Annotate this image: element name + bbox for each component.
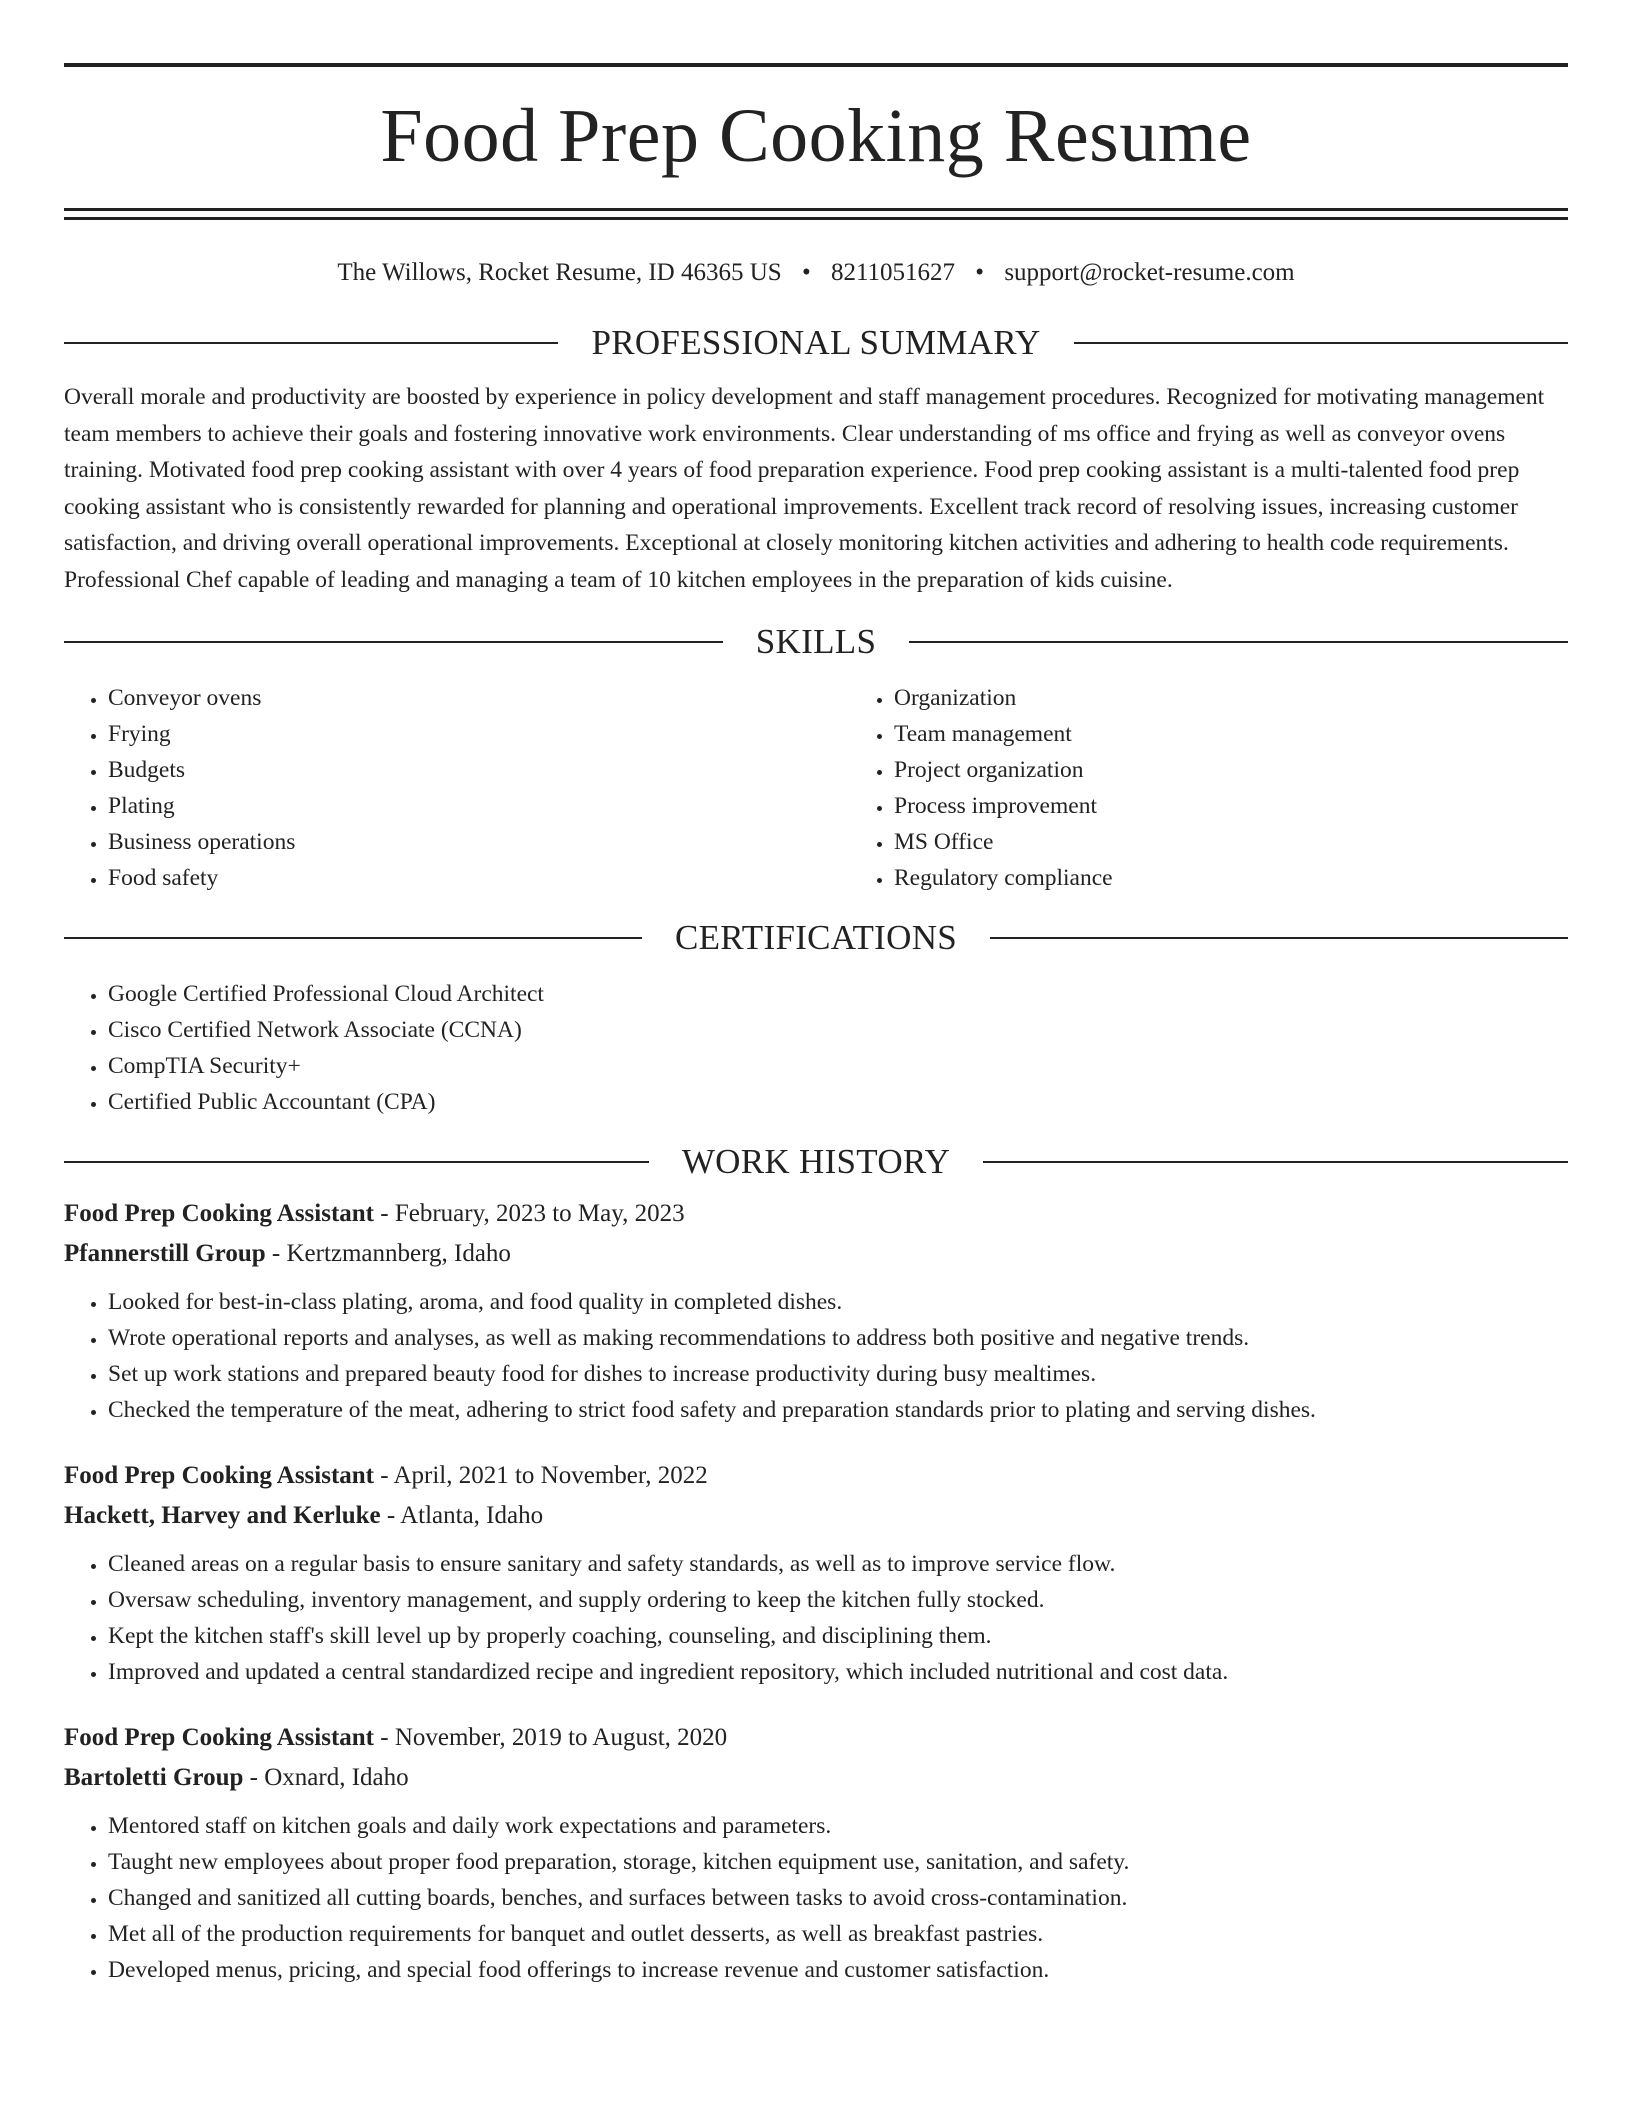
job-location: - Kertzmannberg, Idaho — [265, 1240, 511, 1267]
summary-text: Overall morale and productivity are boosted by experience in policy development and staff management procedures. Recognized for motivating management team members to achieve their goals and fostering innovative work environments. Clear understanding of ms office and frying as well as conveyor ovens training. Motivated food prep cooking assistant with over 4 years of food preparation experience. Food prep cooking assistant is a multi-talented food prep cooking assistant who is consistently rewarded for planning and operational improvements. Excellent track record of resolving issues, increasing customer satisfaction, and driving overall operational improvements. Exceptional at closely monitoring kitchen activities and adhering to health code requirements. Professional Chef capable of leading and managing a team of 10 kitchen employees in the preparation of kids cuisine. — [64, 384, 1545, 593]
job-company: Hackett, Harvey and Kerluke — [64, 1502, 381, 1529]
certification-item: • Certified Public Accountant (CPA) — [108, 1084, 1568, 1120]
certifications-heading — [64, 920, 1568, 955]
job-duty: • Checked the temperature of the meat, adhering to strict food safety and preparation standards prior to plating and serving dishes. — [108, 1392, 1568, 1428]
job-title: Food Prep Cooking Assistant — [64, 1200, 375, 1227]
job-duty: • Improved and updated a central standardized recipe and ingredient repository, which included nutritional and cost data. — [108, 1654, 1568, 1690]
job-company: Pfannerstill Group — [64, 1240, 266, 1267]
job-duty: • Mentored staff on kitchen goals and daily work expectations and parameters. — [108, 1808, 1568, 1844]
certification-item: • Google Certified Professional Cloud Architect — [108, 976, 1568, 1012]
job-dates: - February, 2023 to May, 2023 — [374, 1200, 685, 1227]
job-dates: - November, 2019 to August, 2020 — [374, 1724, 728, 1751]
skill-item: • Project organization — [894, 752, 1113, 788]
job-company-line — [64, 1234, 1568, 1274]
job-entry — [64, 1718, 1568, 1988]
header — [64, 0, 1568, 288]
work-heading-text: WORK HISTORY — [681, 1142, 951, 1181]
job-duty: • Looked for best-in-class plating, aroma, and food quality in completed dishes. — [108, 1284, 1568, 1320]
job-duty: • Cleaned areas on a regular basis to ensure sanitary and safety standards, as well as to improve service flow. — [108, 1546, 1568, 1582]
job-entry — [64, 1194, 1568, 1428]
job-location: - Atlanta, Idaho — [380, 1502, 544, 1529]
contact-email: support@rocket-resume.com — [1004, 259, 1295, 286]
skills-heading-text: SKILLS — [755, 622, 877, 661]
job-company-line — [64, 1758, 1568, 1798]
certification-item: • CompTIA Security+ — [108, 1048, 1568, 1084]
job-company-line — [64, 1496, 1568, 1536]
job-title: Food Prep Cooking Assistant — [64, 1462, 375, 1489]
skill-item: • Budgets — [108, 752, 850, 788]
skill-item: • Plating — [108, 788, 850, 824]
job-company: Bartoletti Group — [64, 1764, 244, 1791]
job-duty: • Kept the kitchen staff's skill level up by properly coaching, counseling, and disciplining them. — [108, 1618, 1568, 1654]
skills-column-right — [850, 680, 1113, 896]
skill-item: • Team management — [894, 716, 1113, 752]
summary-heading-text: PROFESSIONAL SUMMARY — [591, 323, 1041, 362]
skill-item: • Frying — [108, 716, 850, 752]
certification-item: • Cisco Certified Network Associate (CCNA) — [108, 1012, 1568, 1048]
job-duties — [64, 1284, 1568, 1428]
skills-list — [64, 680, 1568, 896]
job-title-line — [64, 1456, 1568, 1496]
job-duties — [64, 1546, 1568, 1690]
certifications-list — [64, 976, 1568, 1120]
skills-column-left — [64, 680, 850, 896]
header-bottom-rule — [64, 208, 1568, 211]
job-title-line — [64, 1718, 1568, 1758]
job-title-line — [64, 1194, 1568, 1234]
page-title: Food Prep Cooking Resume — [380, 94, 1252, 178]
skill-item: • Process improvement — [894, 788, 1113, 824]
skill-item: • Conveyor ovens — [108, 680, 850, 716]
work-heading — [64, 1144, 1568, 1179]
contact-separator: • — [801, 259, 811, 286]
job-dates: - April, 2021 to November, 2022 — [374, 1462, 708, 1489]
job-duty: • Developed menus, pricing, and special food offerings to increase revenue and customer satisfaction. — [108, 1952, 1568, 1988]
job-title: Food Prep Cooking Assistant — [64, 1724, 375, 1751]
skill-item: • Organization — [894, 680, 1113, 716]
job-entry — [64, 1456, 1568, 1690]
contact-line — [64, 258, 1568, 288]
skill-item: • Business operations — [108, 824, 850, 860]
certifications-heading-text: CERTIFICATIONS — [674, 918, 958, 957]
header-bottom-rule-2 — [64, 217, 1568, 220]
job-duty: • Wrote operational reports and analyses, as well as making recommendations to address both positive and negative trends. — [108, 1320, 1568, 1356]
contact-address: The Willows, Rocket Resume, ID 46365 US — [337, 259, 782, 286]
job-duty: • Changed and sanitized all cutting boards, benches, and surfaces between tasks to avoid cross-contamination. — [108, 1880, 1568, 1916]
summary-heading — [64, 325, 1568, 360]
contact-phone: 8211051627 — [830, 259, 956, 286]
job-location: - Oxnard, Idaho — [243, 1764, 409, 1791]
skill-item: • Regulatory compliance — [894, 860, 1113, 896]
contact-separator: • — [975, 259, 985, 286]
job-duty: • Set up work stations and prepared beauty food for dishes to increase productivity during busy mealtimes. — [108, 1356, 1568, 1392]
job-duty: • Oversaw scheduling, inventory management, and supply ordering to keep the kitchen fully stocked. — [108, 1582, 1568, 1618]
skill-item: • MS Office — [894, 824, 1113, 860]
job-duty: • Met all of the production requirements for banquet and outlet desserts, as well as breakfast pastries. — [108, 1916, 1568, 1952]
skill-item: • Food safety — [108, 860, 850, 896]
job-duties — [64, 1808, 1568, 1988]
skills-heading — [64, 624, 1568, 659]
job-duty: • Taught new employees about proper food preparation, storage, kitchen equipment use, sanitation, and safety. — [108, 1844, 1568, 1880]
